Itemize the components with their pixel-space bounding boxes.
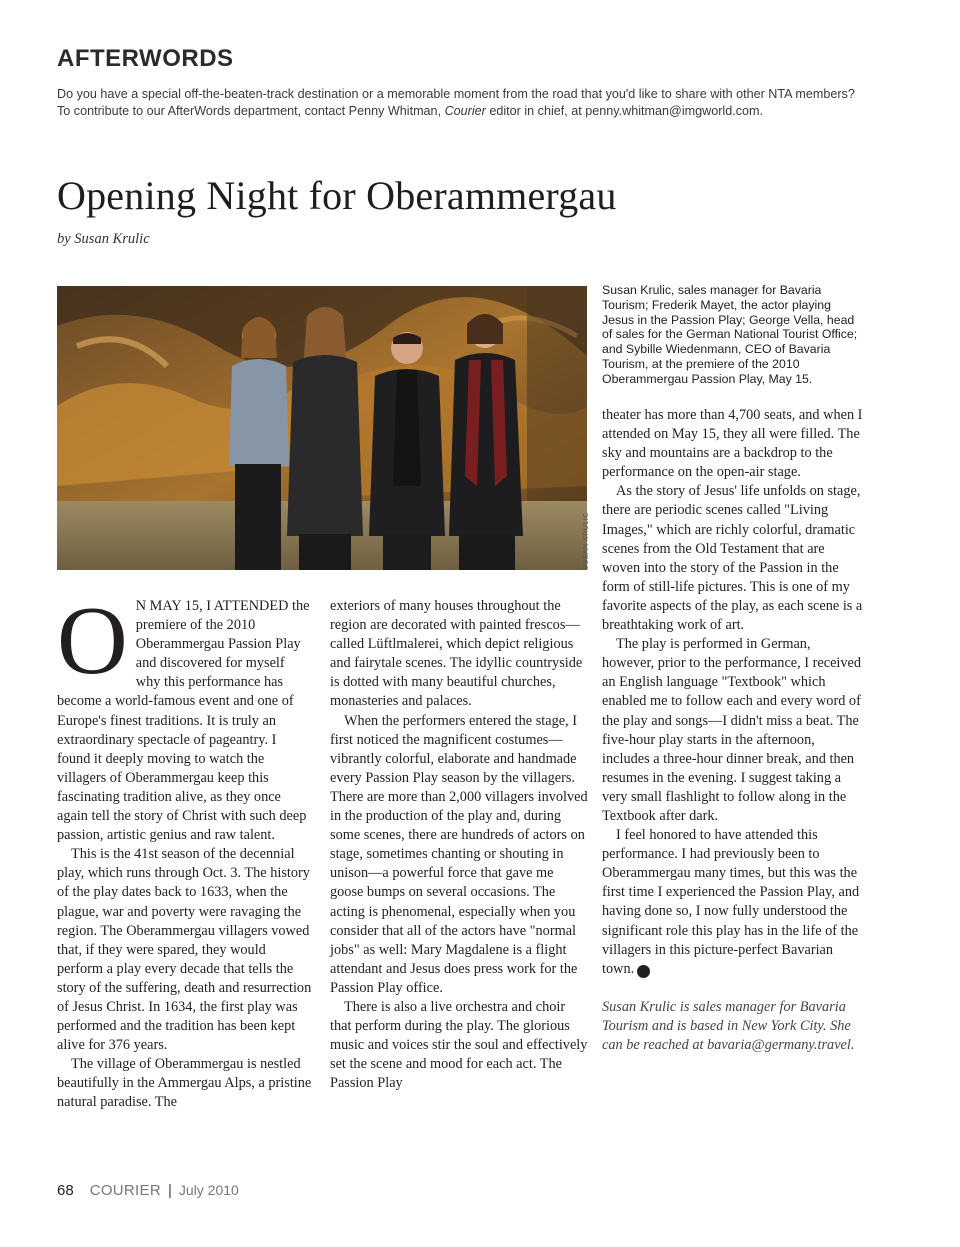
article-photo <box>57 286 587 570</box>
drop-cap: O <box>57 587 128 695</box>
page-number: 68 <box>57 1182 74 1199</box>
intro-contact-email: editor in chief, at penny.whitman@imgworld.com. <box>489 104 764 118</box>
article-paragraph-4: exteriors of many houses throughout the region are decorated with painted frescos—called Lüftlmalerei, which depict religious and fairytale scenes. The idyllic countryside is dotted with many beautiful churches, monasteries and palaces. <box>330 598 583 710</box>
intro-contact-text: To contribute to our AfterWords department, contact Penny Whitman, <box>57 104 442 118</box>
article-headline: Opening Night for Oberammergau <box>57 173 617 218</box>
article-paragraph-9: The play is performed in German, however, prior to the performance, I received an English language "Textbook" which enabled me to follow each and every word of the play and songs—I didn't miss a beat. The five-hour play starts in the afternoon, includes a three-hour dinner break, and then resumes in the evening. I suggest taking a very small flashlight to follow along in the Textbook after dark. <box>602 636 862 824</box>
photo-caption: Susan Krulic, sales manager for Bavaria Tourism; Frederik Mayet, the actor playing Jesus in the Passion Play; George Vella, head of sales for the German National Tourist Office; and Sybille Wiedenmann, CEO of Bavaria Tourism, at the premiere of the 2010 Oberammergau Passion Play, May 15. <box>602 283 858 386</box>
article-paragraph-10 <box>602 826 864 979</box>
department-title: AFTERWORDS <box>57 45 234 72</box>
article-paragraph-8: As the story of Jesus' life unfolds on stage, there are periodic scenes called "Living Images," which are richly colorful, dramatic scenes from the Old Testament that are woven into the story of the Passion in the form of still-life pictures. This is one of my favorite aspects of the play, as each scene is a breathtaking work of art. <box>602 483 863 634</box>
article-paragraph-1 <box>57 587 312 845</box>
issue-date: July 2010 <box>178 1182 239 1198</box>
article-column-3 <box>602 406 864 1055</box>
page-footer <box>57 1182 239 1199</box>
paragraph-10-text: I feel honored to have attended this performance. I had previously been to Oberammergau many times, but this was the first time I experienced the Passion Play, and having done so, I now fully understood the significant role this play has in the life of the villagers in this picture-perfect Bavarian town. <box>602 827 860 977</box>
department-intro-line-2 <box>57 103 917 120</box>
article-paragraph-2: This is the 41st season of the decennial play, which runs through Oct. 3. The history of the play dates back to 1633, when the plague, war and poverty were ravaging the region. The Oberammergau villagers vowed that, if they were spared, they would perform a play every decade that tells the story of the suffering, death and resurrection of Jesus Christ. In 1634, the first play was performed and the tradition has been kept alive for 376 years. <box>57 846 312 1054</box>
photo-illustration <box>57 286 587 570</box>
paragraph-1-text: the premiere of the 2010 Oberammergau Passion Play and discovered for myself why this performance has become a world-famous event and one of Europe's finest traditions. It is truly an extraordinary spectacle of pageantry. I found it deeply moving to watch the villagers of Oberammergau keep this fascinating tradition alive, as they once again tell the story of Christ with such deep passion, artistic genius and raw talent. <box>57 598 310 844</box>
publication-name: COURIER <box>89 1182 161 1199</box>
lead-in: N MAY 15, I ATTENDED <box>135 598 289 614</box>
article-paragraph-3: The village of Oberammergau is nestled beautifully in the Ammergau Alps, a pristine natural paradise. The <box>57 1056 312 1111</box>
department-intro-line-1: Do you have a special off-the-beaten-track destination or a memorable moment from the road that you'd like to share with other NTA members? <box>57 87 855 101</box>
department-intro <box>57 86 917 120</box>
article-paragraph-7: theater has more than 4,700 seats, and when I attended on May 15, they all were filled. The sky and mountains are a backdrop to the performance on the open-air stage. <box>602 407 863 481</box>
footer-separator: | <box>167 1182 172 1199</box>
intro-publication-name: Courier <box>444 104 486 118</box>
article-byline: by Susan Krulic <box>57 231 150 247</box>
author-bio: Susan Krulic is sales manager for Bavaria Tourism and is based in New York City. She can be reached at bavaria@germany.travel. <box>602 998 855 1053</box>
photo-credit: SUSAN KRULIC <box>583 512 590 570</box>
end-mark-icon: C <box>637 965 650 978</box>
article-paragraph-5: When the performers entered the stage, I first noticed the magnificent costumes—vibrantly colorful, elaborate and handmade every Passion Play season by the villagers. There are more than 2,000 villagers involved in the production of the play and, during some scenes, there are hundreds of actors on stage, sometimes chanting or shouting in unison—a powerful force that gave me goose bumps on several occasions. The acting is phenomenal, especially when you consider that all of the actors have "normal jobs" as well: Mary Magdalene is a flight attendant and Jesus does press work for the Passion Play office. <box>330 712 588 996</box>
article-column-2 <box>330 597 588 1093</box>
article-column-1 <box>57 587 312 1113</box>
article-paragraph-6: There is also a live orchestra and choir that perform during the play. The glorious music and voices stir the soul and effectively set the scene and mood for each act. The Passion Play <box>330 998 588 1092</box>
